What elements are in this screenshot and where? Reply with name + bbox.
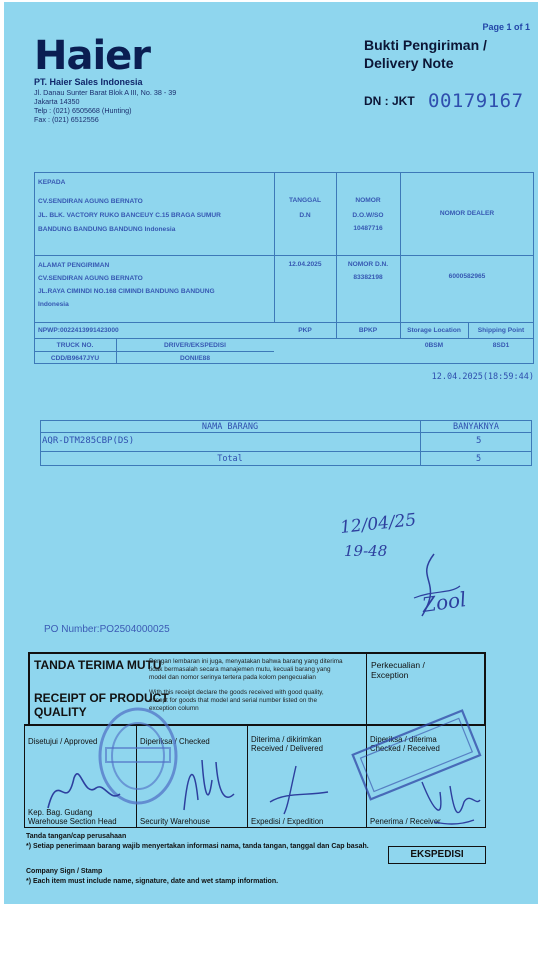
text-line: tidak bermasalah secara manajemen mutu, kecuali barang yang (149, 666, 331, 673)
divider (24, 724, 25, 828)
dealer-value: 6000582965 (448, 273, 486, 280)
security-label: Security Warehouse (140, 817, 210, 826)
title-line: QUALITY (34, 705, 87, 719)
page-indicator: Page 1 of 1 (482, 22, 530, 32)
alamat-country: Indonesia (38, 301, 69, 308)
sign-label: Tanda tangan/cap perusahaan (26, 833, 127, 840)
signature-scribble (404, 550, 464, 620)
divider (40, 451, 532, 452)
text-line: Diperiksa / diterima (370, 735, 437, 744)
haier-logo: Haier (34, 33, 151, 79)
divider (485, 724, 486, 828)
total-label: Total (217, 454, 243, 464)
divider (34, 338, 534, 339)
npwp: NPWP:0022413991423000 (38, 327, 119, 334)
tanggal-sub: D.N (299, 212, 311, 219)
checked-signature (174, 750, 244, 822)
receipt-text-id (149, 658, 343, 682)
dn-label: DN : JKT (364, 94, 415, 108)
divider (484, 652, 486, 724)
kepada-city: BANDUNG BANDUNG BANDUNG Indonesia (38, 226, 176, 233)
alamat-name: CV.SENDIRAN AGUNG BERNATO (38, 275, 143, 282)
text-line: model dan nomor serinya tertera pada kolom pengecualian (149, 674, 316, 681)
divider (40, 432, 532, 433)
receiver-signature (414, 772, 484, 832)
truck-value: CDD/B9647JYU (50, 355, 100, 362)
exception-label (371, 660, 425, 680)
receipt-title-id: TANDA TERIMA MUTU (34, 658, 162, 672)
truck-label: TRUCK NO. (56, 342, 94, 349)
divider (34, 351, 274, 352)
divider (34, 255, 534, 256)
driver-value: DONI/E88 (179, 355, 211, 362)
divider (28, 652, 30, 724)
approved-signature (44, 758, 124, 822)
title-line: Bukti Pengiriman / (364, 37, 487, 53)
text-line: Checked / Received (370, 744, 440, 753)
tanggal-label: TANGGAL (288, 197, 322, 204)
handwritten-date: 12/04/25 (339, 510, 418, 538)
text-line: Perkecualian / (371, 660, 425, 670)
nomor-value: 10487716 (353, 225, 383, 232)
fax: Fax : (021) 6512556 (34, 115, 99, 124)
text-line: Received / Delivered (251, 744, 323, 753)
divider (247, 724, 248, 828)
title-line: RECEIPT OF PRODUCT (34, 691, 169, 705)
document-title (364, 36, 487, 72)
nomor-dn-value: 83382198 (353, 274, 383, 281)
nomor-sub: D.O.W/SO (352, 212, 384, 219)
sign-note: *) Setiap penerimaan barang wajib menyertakan informasi nama, tanda tangan, tanggal dan Cap basah. (26, 843, 369, 850)
dn-date: 12.04.2025 (288, 261, 322, 268)
print-timestamp: 12.04.2025(18:59:44) (431, 372, 534, 382)
telephone: Telp : (021) 6505668 (Hunting) (34, 106, 132, 115)
nomor-label: NOMOR (355, 197, 381, 204)
storage-value: 0BSM (424, 342, 444, 349)
text-line: Dengan lembaran ini juga, menyatakan bahwa barang yang diterima (149, 658, 343, 665)
text-line: except for goods that model and serial number listed on the (149, 697, 318, 704)
shipping-label: Shipping Point (477, 327, 525, 334)
address-line: Jl. Danau Sunter Barat Blok A III, No. 38 - 39 (34, 88, 177, 97)
divider (274, 172, 275, 322)
handwritten-signature: Zool (420, 587, 468, 617)
text-line: exception column (149, 705, 199, 712)
nomor-dn-label: NOMOR D.N. (347, 261, 389, 268)
handwritten-time: 19-48 (344, 542, 388, 560)
delivery-note-paper (4, 2, 538, 904)
expedition-signature (266, 762, 336, 818)
company-sign-label: Company Sign / Stamp (26, 868, 103, 875)
received-delivered-label (251, 735, 323, 753)
divider (28, 652, 486, 654)
driver-label: DRIVER/EKSPEDISI (164, 342, 226, 349)
receiver-label: Penerima / Receiver (370, 817, 441, 826)
storage-label: Storage Location (407, 327, 461, 334)
checked-label: Diperiksa / Checked (140, 737, 210, 746)
approved-label: Disetujui / Approved (28, 737, 98, 746)
text-line: Warehouse Section Head (28, 817, 117, 826)
alamat-address: JL.RAYA CIMINDI NO.168 CIMINDI BANDUNG BANDUNG (38, 288, 215, 295)
company-sign-note: *) Each item must include name, signature, date and wet stamp information. (26, 878, 279, 885)
col-nama-barang: NAMA BARANG (201, 422, 259, 432)
divider (34, 322, 534, 323)
kepada-label: KEPADA (38, 179, 66, 186)
dn-number: 00179167 (428, 90, 524, 112)
item-name: AQR-DTM285CBP(DS) (42, 436, 135, 446)
shipping-value: 8SD1 (492, 342, 510, 349)
kepada-name: CV.SENDIRAN AGUNG BERNATO (38, 198, 143, 205)
pkp-label: PKP (298, 327, 312, 334)
nomor-dealer-label: NOMOR DEALER (439, 210, 495, 217)
address-line: Jakarta 14350 (34, 97, 80, 106)
company-name: PT. Haier Sales Indonesia (34, 77, 143, 87)
total-value: 5 (476, 454, 482, 464)
po-number: PO Number:PO2504000025 (44, 624, 170, 635)
text-line: With this receipt declare the goods received with good quality, (149, 689, 324, 696)
alamat-label: ALAMAT PENGIRIMAN (38, 262, 110, 269)
bpkp-label: BPKP (358, 327, 378, 334)
expedition-label: Expedisi / Expedition (251, 817, 324, 826)
col-banyaknya: BANYAKNYA (452, 422, 500, 432)
title-line: Delivery Note (364, 55, 454, 71)
item-qty: 5 (476, 436, 482, 446)
ekspedisi-box: EKSPEDISI (388, 846, 486, 864)
kepada-address: JL. BLK. VACTORY RUKO BANCEUY C.15 BRAGA SUMUR (38, 212, 221, 219)
company-address (34, 88, 176, 124)
text-line: Kep. Bag. Gudang (28, 808, 93, 817)
text-line: Diterima / dikirimkan (251, 735, 322, 744)
text-line: Exception (371, 670, 409, 680)
